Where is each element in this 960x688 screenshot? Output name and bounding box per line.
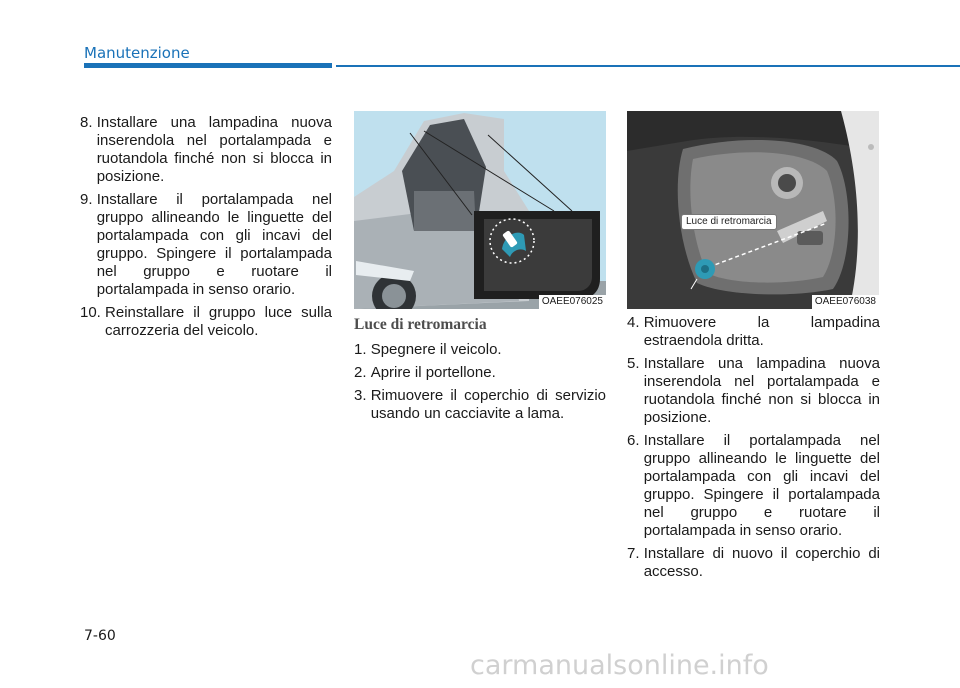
step-number: 2. (354, 364, 371, 381)
step-9 (80, 191, 332, 299)
step-text: Installare il portalampada nel gruppo allineando le linguette del portalampada con gli incavi del gruppo. Spingere il portalampada nel gruppo e ruotare il portalampada in senso orario. (96, 191, 332, 298)
step-number: 5. (627, 355, 644, 372)
right-column (627, 314, 880, 586)
step-text: Rimuovere la lampadina estraendola dritta. (643, 314, 880, 349)
step-1 (354, 341, 606, 359)
step-7 (627, 545, 880, 581)
page-number: 7-60 (84, 628, 116, 644)
step-number: 7. (627, 545, 644, 562)
step-number: 9. (80, 191, 97, 208)
header-rule-thick (84, 63, 332, 68)
step-number: 8. (80, 114, 97, 131)
step-text: Reinstallare il gruppo luce sulla carrozzeria del veicolo. (105, 304, 332, 339)
header-rule-thin (336, 65, 960, 67)
step-number: 10. (80, 304, 106, 321)
figure-callout: Luce di retromarcia (681, 214, 777, 230)
step-3 (354, 387, 606, 423)
step-2 (354, 364, 606, 382)
middle-column (354, 314, 606, 428)
step-text: Installare di nuovo il coperchio di accesso. (643, 545, 880, 580)
car-tailgate-illustration (354, 111, 606, 309)
step-text: Rimuovere il coperchio di servizio usando un cacciavite a lama. (370, 387, 606, 422)
step-text: Installare una lampadina nuova inserendola nel portalampada e ruotandola finché non si blocca in posizione. (643, 355, 880, 426)
step-number: 1. (354, 341, 371, 358)
watermark: carmanualsonline.info (470, 650, 769, 681)
step-4 (627, 314, 880, 350)
step-text: Aprire il portellone. (370, 364, 496, 381)
step-number: 4. (627, 314, 644, 331)
section-title: Manutenzione (84, 44, 190, 62)
step-number: 3. (354, 387, 371, 404)
reverse-light-illustration (627, 111, 879, 309)
step-text: Installare una lampadina nuova inserendola nel portalampada e ruotandola finché non si blocca in posizione. (96, 114, 332, 185)
figure-reverse-light (627, 111, 879, 309)
step-10 (80, 304, 332, 340)
step-8 (80, 114, 332, 186)
step-text: Installare il portalampada nel gruppo allineando le linguette del portalampada con gli incavi del gruppo. Spingere il portalampada nel gruppo e ruotare il portalampada in senso orario. (643, 432, 880, 539)
step-number: 6. (627, 432, 644, 449)
figure-code: OAEE076025 (539, 295, 606, 309)
step-6 (627, 432, 880, 540)
subheading: Luce di retromarcia (354, 316, 487, 333)
figure-tailgate (354, 111, 606, 309)
left-column (80, 114, 332, 345)
step-text: Spegnere il veicolo. (370, 341, 502, 358)
figure-code: OAEE076038 (812, 295, 879, 309)
step-5 (627, 355, 880, 427)
